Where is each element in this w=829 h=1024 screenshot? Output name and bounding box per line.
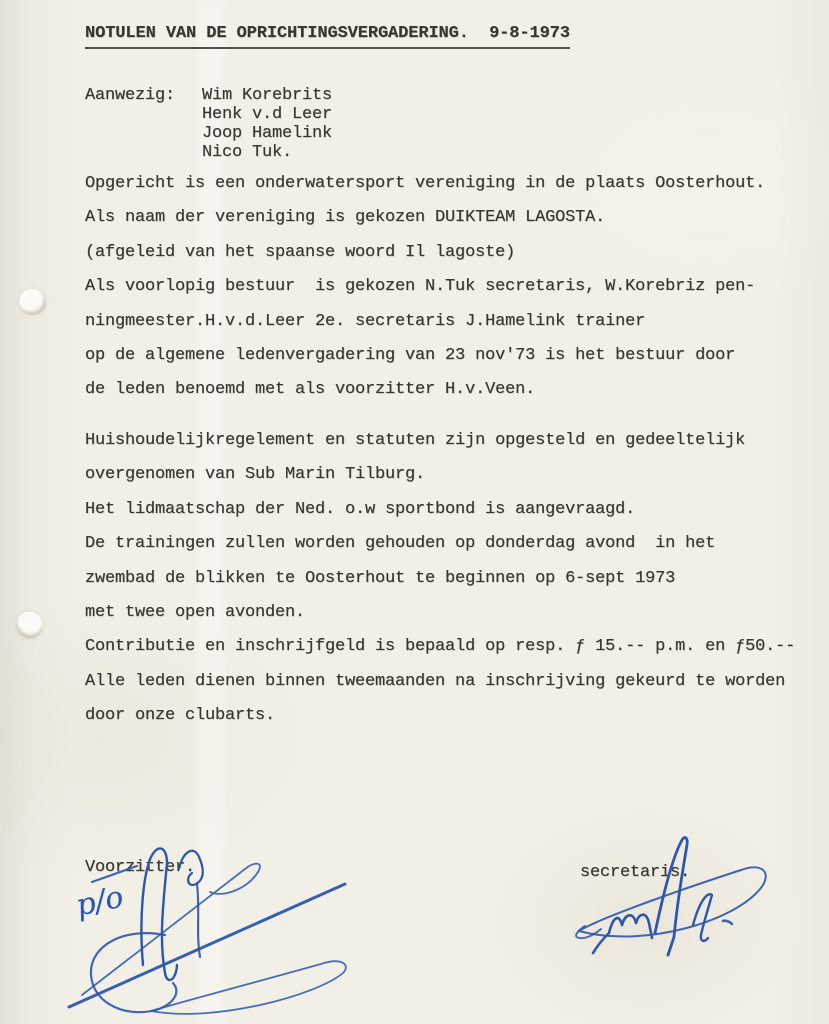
- attendee-name: Henk v.d Leer: [202, 105, 333, 124]
- document-line: Het lidmaatschap der Ned. o.w sportbond is aangevraagd.: [85, 499, 636, 519]
- per-order-handwritten-note: p/o: [72, 879, 127, 924]
- chairman-signature-label: Voorzitter.: [85, 858, 196, 877]
- secretary-signature-label: secretaris.: [580, 863, 691, 882]
- attendee-name: Wim Korebrits: [202, 86, 333, 105]
- document-line: door onze clubarts.: [85, 706, 276, 726]
- attendees-label: Aanwezig:: [85, 86, 176, 105]
- document-line: de leden benoemd met als voorzitter H.v.Veen.: [85, 380, 536, 400]
- document-line: (afgeleid van het spaanse woord Il lagoste): [85, 242, 516, 262]
- document-line: op de algemene ledenvergadering van 23 nov'73 is het bestuur door: [85, 345, 736, 365]
- document-line: overgenomen van Sub Marin Tilburg.: [85, 465, 426, 485]
- attendee-name: Joop Hamelink: [202, 124, 333, 143]
- document-line: Huishoudelijkregelement en statuten zijn opgesteld en gedeeltelijk: [85, 431, 746, 450]
- attendee-name: Nico Tuk.: [202, 143, 293, 162]
- document-line: De trainingen zullen worden gehouden op donderdag avond in het: [85, 534, 716, 554]
- document-line: zwembad de blikken te Oosterhout te beginnen op 6-sept 1973: [85, 568, 676, 588]
- document-title: NOTULEN VAN DE OPRICHTINGSVERGADERING. 9-8-1973: [85, 24, 570, 49]
- document-line: Contributie en inschrijfgeld is bepaald op resp. ƒ 15.-- p.m. en ƒ50.--: [85, 637, 796, 657]
- punch-hole-top: [19, 289, 46, 315]
- attendees-section: [85, 86, 332, 162]
- paragraph-founding: [85, 167, 765, 408]
- attendees-list: [202, 86, 332, 162]
- document-line: met twee open avonden.: [85, 602, 306, 622]
- document-line: Als naam der vereniging is gekozen DUIKTEAM LAGOSTA.: [85, 208, 606, 228]
- secretary-signature-icon: [555, 825, 800, 970]
- document-line: Opgericht is een onderwatersport vereniging in de plaats Oosterhout.: [85, 174, 766, 193]
- paragraph-rules: [85, 424, 795, 734]
- punch-hole-bottom: [11, 606, 48, 643]
- document-line: Als voorlopig bestuur is gekozen N.Tuk secretaris, W.Korebriz pen-: [85, 277, 756, 297]
- document-line: Alle leden dienen binnen tweemaanden na inschrijving gekeurd te worden: [85, 671, 786, 691]
- document-line: ningmeester.H.v.d.Leer 2e. secretaris J.Hamelink trainer: [85, 311, 646, 331]
